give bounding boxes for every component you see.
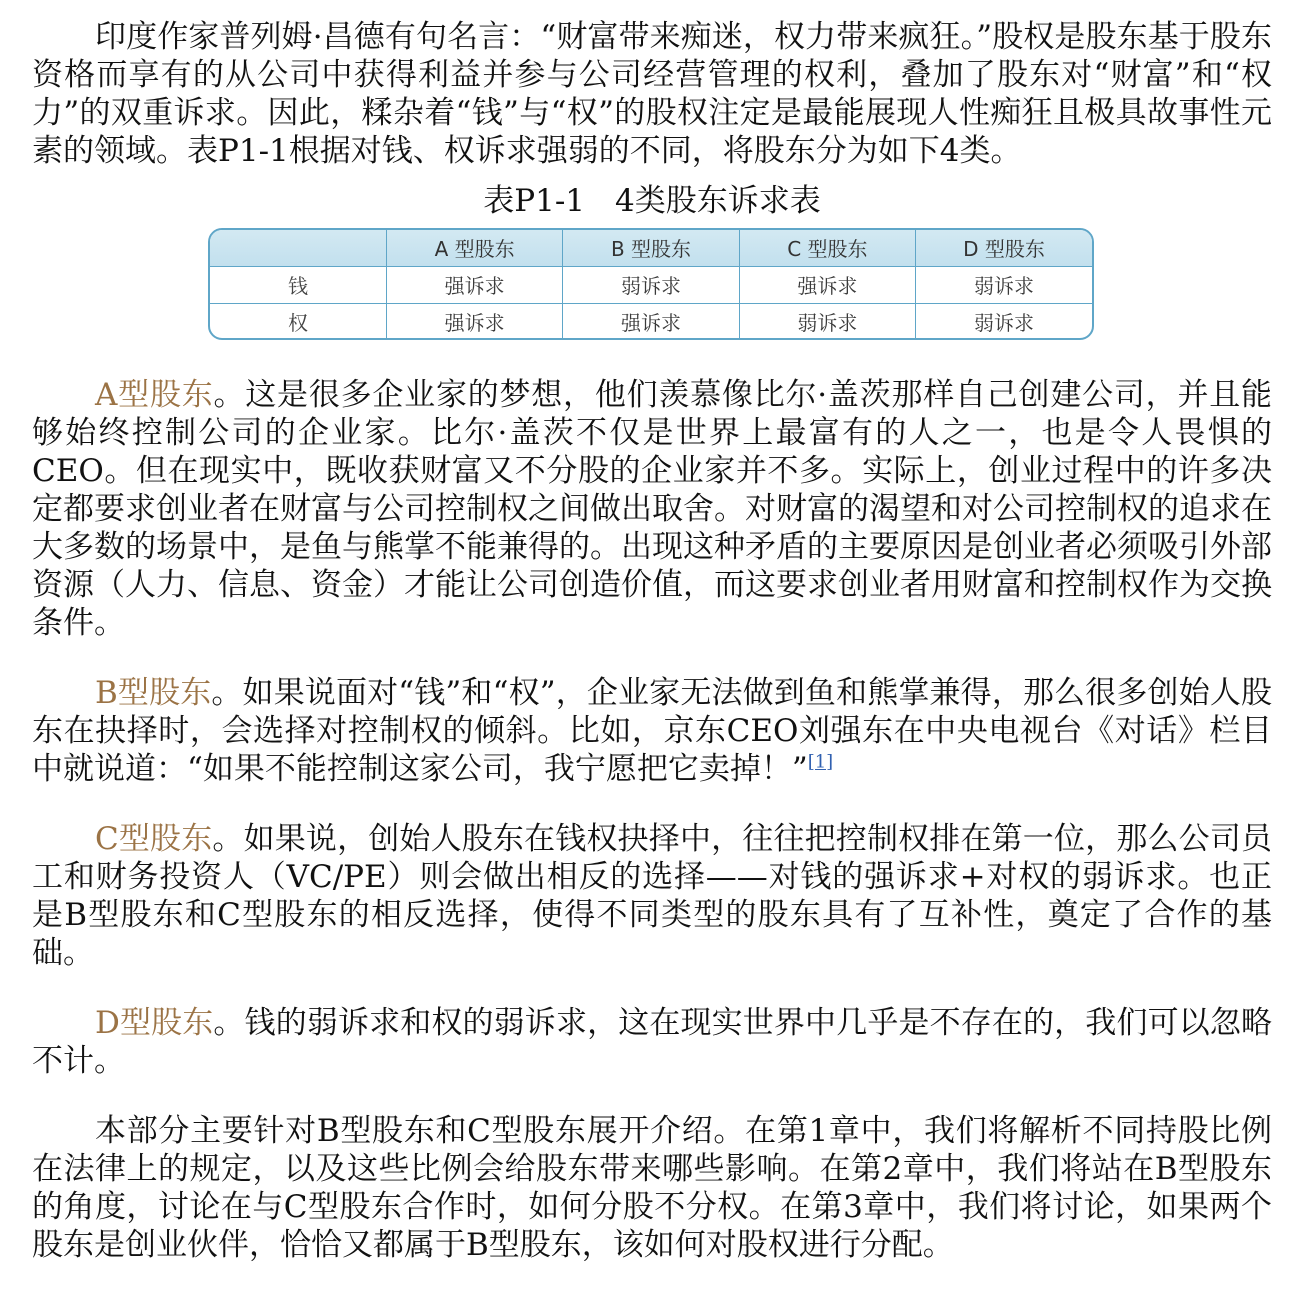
table-header-row (210, 230, 1092, 266)
table-cell: 强诉求 (739, 266, 915, 303)
term-a-shareholder: A型股东 (95, 377, 214, 413)
table-cell: 弱诉求 (974, 274, 1035, 298)
table-header-b: B 型股东 (563, 230, 739, 266)
section-b-paragraph (32, 674, 1272, 788)
table-cell: 强诉求 (386, 303, 562, 340)
table-header-corner (210, 230, 386, 266)
term-d-shareholder: D型股东 (95, 1005, 214, 1041)
closing-paragraph: 本部分主要针对B型股东和C型股东展开介绍。在第1章中，我们将解析不同持股比例在法律上的规定，以及这些比例会给股东带来哪些影响。在第2章中，我们将站在B型股东的角度，讨论在与C型股东合作时，如何分股不分权。在第3章中，我们将讨论，如果两个股东是创业伙伴，恰恰又都属于B型股东，该如何对股权进行分配。 (32, 1113, 1272, 1263)
table-cell: 弱诉求 (739, 303, 915, 340)
table-cell: 弱诉求 (563, 266, 739, 303)
section-a-text: 。这是很多企业家的梦想，他们羡慕像比尔·盖茨那样自己创建公司，并且能够始终控制公司的企业家。比尔·盖茨不仅是世界上最富有的人之一，也是令人畏惧的CEO。但在现实中，既收获财富又不分股的企业家并不多。实际上，创业过程中的许多决定都要求创业者在财富与公司控制权之间做出取舍。对财富的渴望和对公司控制权的追求在大多数的场景中，是鱼与熊掌不能兼得的。出现这种矛盾的主要原因是创业者必须吸引外部资源（人力、信息、资金）才能让公司创造价值，而这要求创业者用财富和控制权作为交换条件。 (32, 377, 1272, 641)
section-b-text: 。如果说面对“钱”和“权”，企业家无法做到鱼和熊掌兼得，那么很多创始人股东在抉择时，会选择对控制权的倾斜。比如，京东CEO刘强东在中央电视台《对话》栏目中就说道：“如果不能控制这家公司，我宁愿把它卖掉！” (32, 675, 1273, 787)
document-page (32, 18, 1272, 1264)
section-d-text: 。钱的弱诉求和权的弱诉求，这在现实世界中几乎是不存在的，我们可以忽略不计。 (32, 1005, 1273, 1079)
table-row-power (210, 303, 1092, 340)
section-c-paragraph (32, 820, 1272, 972)
footnote-link[interactable]: [1] (807, 751, 834, 773)
table-header-d: D 型股东 (916, 230, 1092, 266)
section-d-paragraph (32, 1004, 1272, 1080)
shareholder-claims-table (208, 228, 1094, 340)
intro-paragraph: 印度作家普列姆·昌德有句名言：“财富带来痴迷，权力带来疯狂。”股权是股东基于股东资格而享有的从公司中获得利益并参与公司经营管理的权利，叠加了股东对“财富”和“权力”的双重诉求。因此，糅杂着“钱”与“权”的股权注定是最能展现人性痴狂且极具故事性元素的领域。表P1-1根据对钱、权诉求强弱的不同，将股东分为如下4类。 (32, 19, 1272, 169)
table-cell: 强诉求 (386, 266, 562, 303)
term-c-shareholder: C型股东 (95, 821, 213, 857)
table-header-c: C 型股东 (739, 230, 915, 266)
row-label-power: 权 (210, 303, 386, 340)
row-label-money: 钱 (210, 266, 386, 303)
table-caption-id: 表P1-1 (483, 183, 586, 219)
section-c-text: 。如果说，创始人股东在钱权抉择中，往往把控制权排在第一位，那么公司员工和财务投资人（VC/PE）则会做出相反的选择——对钱的强诉求+对权的弱诉求。也正是B型股东和C型股东的相反选择，使得不同类型的股东具有了互补性，奠定了合作的基础。 (32, 821, 1272, 971)
table-caption-title: 4类股东诉求表 (615, 183, 821, 219)
table-cell: 弱诉求 (916, 303, 1092, 340)
term-b-shareholder: B型股东 (95, 675, 212, 711)
claims-table (210, 230, 1092, 340)
section-a-paragraph (32, 376, 1272, 642)
table-header-a: A 型股东 (386, 230, 562, 266)
table-caption (32, 182, 1272, 220)
table-cell: 强诉求 (563, 303, 739, 340)
table-row-money (210, 266, 1092, 303)
